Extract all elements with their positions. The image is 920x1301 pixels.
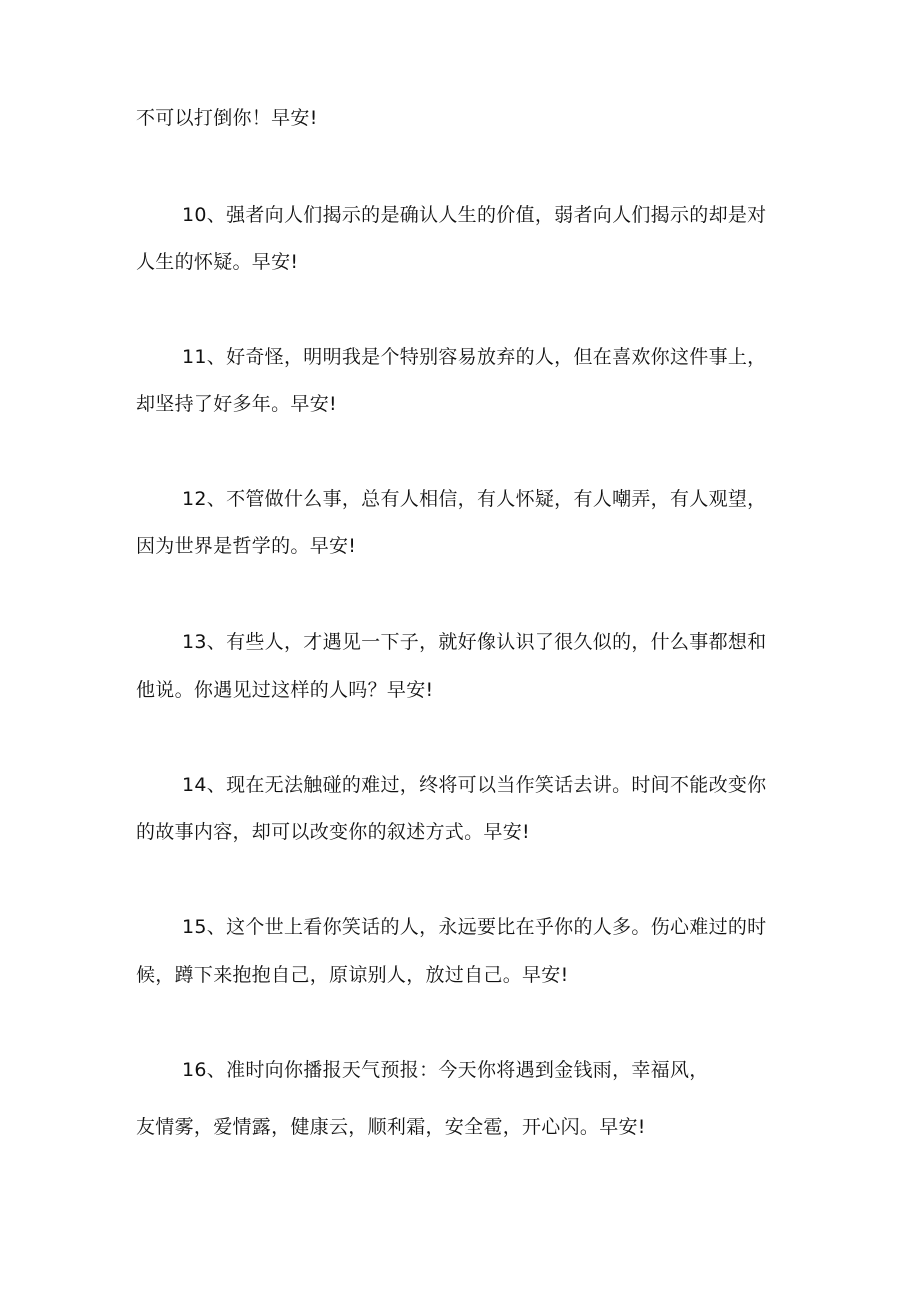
paragraph-11-line-2: 却坚持了好多年。早安!	[136, 393, 337, 415]
paragraph-11-line-1: 11、好奇怪，明明我是个特别容易放弃的人，但在喜欢你这件事上，	[182, 346, 767, 368]
paragraph-13-line-1: 13、有些人，才遇见一下子，就好像认识了很久似的，什么事都想和	[182, 631, 767, 653]
paragraph-continuation-line: 不可以打倒你！早安!	[136, 107, 318, 129]
paragraph-15-line-2: 候，蹲下来抱抱自己，原谅别人，放过自己。早安!	[136, 964, 569, 986]
paragraph-12-line-1: 12、不管做什么事，总有人相信，有人怀疑，有人嘲弄，有人观望，	[182, 488, 767, 510]
paragraph-10-line-1: 10、强者向人们揭示的是确认人生的价值，弱者向人们揭示的却是对	[182, 204, 767, 226]
paragraph-14-line-1: 14、现在无法触碰的难过，终将可以当作笑话去讲。时间不能改变你	[182, 774, 767, 796]
paragraph-16-line-1: 16、准时向你播报天气预报：今天你将遇到金钱雨，幸福风，	[182, 1059, 709, 1081]
paragraph-12-line-2: 因为世界是哲学的。早安!	[136, 535, 357, 557]
paragraph-10-line-2: 人生的怀疑。早安!	[136, 251, 299, 273]
paragraph-13-line-2: 他说。你遇见过这样的人吗？早安!	[136, 679, 434, 701]
paragraph-16-line-2: 友情雾，爱情露，健康云，顺利霜，安全雹，开心闪。早安!	[136, 1116, 646, 1138]
paragraph-14-line-2: 的故事内容，却可以改变你的叙述方式。早安!	[136, 821, 530, 843]
paragraph-15-line-1: 15、这个世上看你笑话的人，永远要比在乎你的人多。伤心难过的时	[182, 916, 767, 938]
